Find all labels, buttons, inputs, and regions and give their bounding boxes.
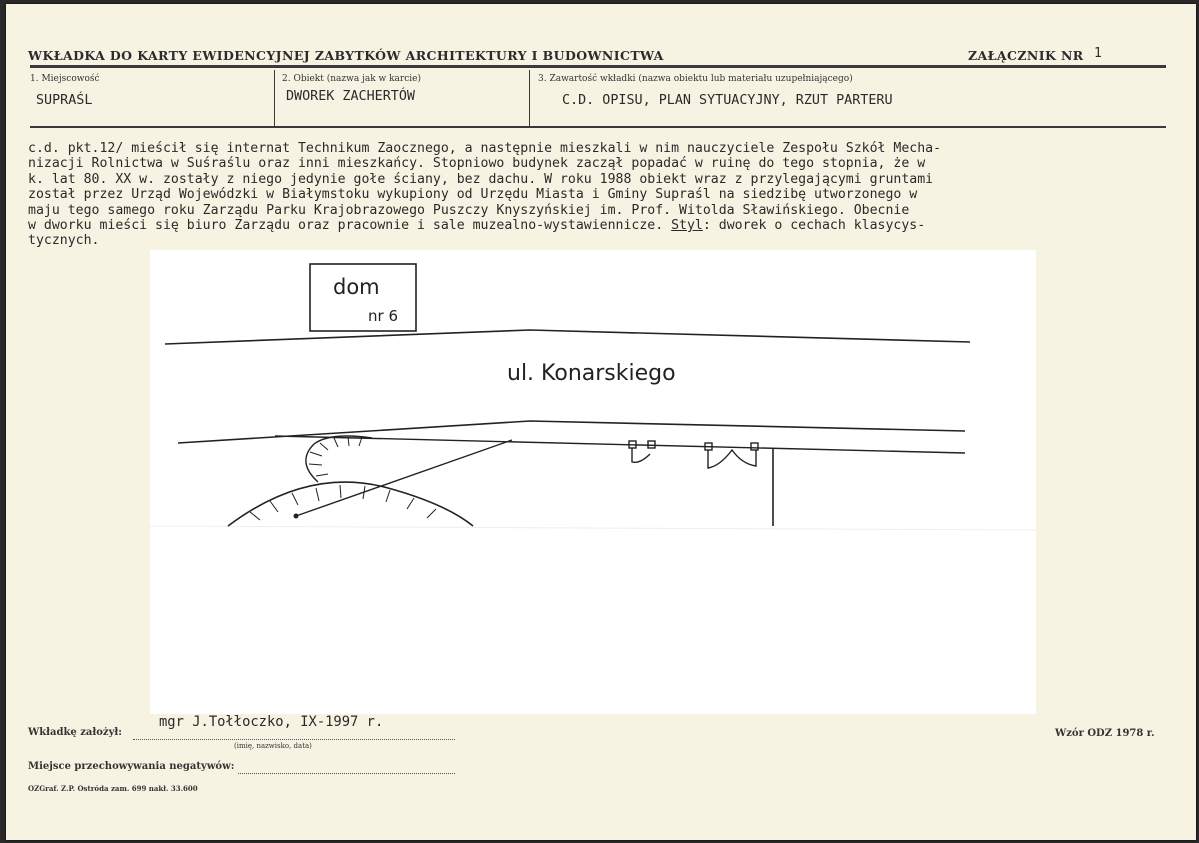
site-plan-sketch bbox=[150, 250, 1036, 714]
description-text bbox=[28, 141, 1178, 249]
path-point bbox=[294, 514, 299, 519]
text-segment: : dworek o cechach klasycys- bbox=[702, 218, 926, 234]
form-model: Wzór ODZ 1978 r. bbox=[1055, 728, 1155, 739]
author-value: mgr J.Tołłoczko, IX-1997 r. bbox=[159, 714, 384, 730]
house-number: nr 6 bbox=[368, 307, 398, 325]
record-card bbox=[6, 4, 1196, 840]
style-keyword: Styl bbox=[671, 218, 703, 234]
attachment-number: 1 bbox=[1094, 46, 1103, 61]
object-label: 2. Obiekt (nazwa jak w karcie) bbox=[282, 74, 421, 84]
text-segment: w dworku mieści się biuro Zarządu oraz pracownie i sale muzealno-wystawiennicze. bbox=[28, 218, 672, 234]
street-edge-south bbox=[178, 421, 965, 443]
author-hint: (imię, nazwisko, data) bbox=[234, 742, 312, 750]
attachment-label: ZAŁĄCZNIK NR bbox=[968, 48, 1084, 63]
text-line bbox=[28, 218, 1178, 233]
path-line bbox=[296, 440, 512, 516]
field-divider bbox=[529, 70, 530, 128]
street-label: ul. Konarskiego bbox=[507, 361, 676, 386]
gate-posts bbox=[629, 441, 758, 468]
negative-dotted-line bbox=[238, 761, 455, 774]
fence-line bbox=[275, 436, 965, 453]
circular-lawn bbox=[228, 482, 473, 526]
text-line: został przez Urząd Wojewódzki w Białymstoku wykupiony od Urzędu Miasta i Gminy Supraśl na siedzibę utworzonego w bbox=[28, 187, 918, 203]
hatched-bed bbox=[306, 436, 372, 482]
negative-storage-label: Miejsce przechowywania negatywów: bbox=[28, 761, 235, 772]
site-plan-drawing bbox=[150, 250, 1036, 714]
content-label: 3. Zawartość wkładki (nazwa obiektu lub materiału uzupełniającego) bbox=[538, 74, 853, 84]
print-info: OZGraf. Z.P. Ostróda zam. 699 nakł. 33.600 bbox=[28, 784, 198, 793]
house-label: dom bbox=[333, 275, 380, 299]
text-line: tycznych. bbox=[28, 233, 100, 249]
locality-value: SUPRAŚL bbox=[36, 93, 93, 108]
text-line: nizacji Rolnictwa w Suśraślu oraz inni mieszkańcy. Stopniowo budynek zaczął popadać w ruinę do tego stopnia, że w bbox=[28, 156, 926, 172]
street-edge-north bbox=[165, 330, 970, 344]
text-line: k. lat 80. XX w. zostały z niego jedynie gołe ściany, bez dachu. W roku 1988 obiekt wraz z przylegającymi gruntami bbox=[28, 171, 934, 187]
form-title: WKŁADKA DO KARTY EWIDENCYJNEJ ZABYTKÓW ARCHITEKTURY I BUDOWNICTWA bbox=[28, 48, 664, 63]
fields-bottom-rule bbox=[30, 126, 1166, 128]
object-value: DWOREK ZACHERTÓW bbox=[286, 89, 415, 104]
header-rule bbox=[30, 65, 1166, 68]
field-divider bbox=[274, 70, 275, 128]
locality-label: 1. Miejscowość bbox=[30, 74, 100, 84]
lawn-hatch bbox=[250, 485, 436, 520]
content-value: C.D. OPISU, PLAN SYTUACYJNY, RZUT PARTERU bbox=[562, 93, 893, 108]
text-line: c.d. pkt.12/ mieścił się internat Technikum Zaocznego, a następnie mieszkali w nim nauczyciele Zespołu Szkół Mecha- bbox=[28, 141, 942, 156]
author-label: Wkładkę założył: bbox=[28, 727, 122, 738]
text-line: maju tego samego roku Zarządu Parku Krajobrazowego Puszczy Knyszyńskiej im. Prof. Witolda Sławińskiego. Obecnie bbox=[28, 202, 910, 218]
